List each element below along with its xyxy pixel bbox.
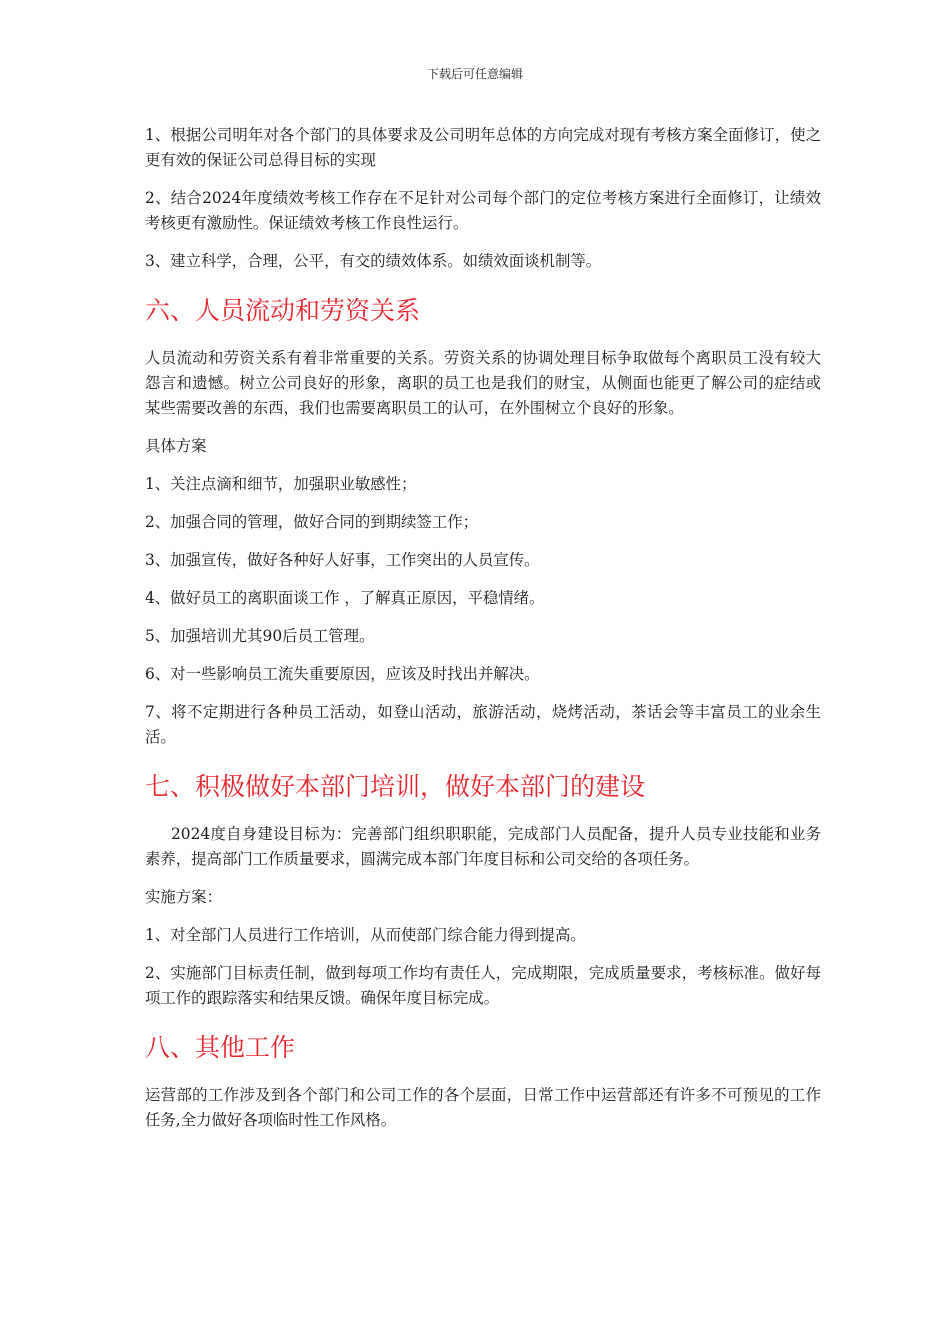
section-6-item-3: 3、加强宣传，做好各种好人好事，工作突出的人员宣传。 [145,551,540,569]
section-7-item-2: 2、实施部门目标责任制，做到每项工作均有责任人，完成期限，完成质量要求，考核标准。做好每项工作的跟踪落实和结果反馈。确保年度目标完成。 [145,964,821,1007]
section-6-item-4: 4、做好员工的离职面谈工作 ，了解真正原因，平稳情绪。 [145,589,545,607]
intro-item-1: 1、根据公司明年对各个部门的具体要求及公司明年总体的方向完成对现有考核方案全面修订，使之更有效的保证公司总得目标的实现 [145,126,821,169]
section-6-paragraph: 人员流动和劳资关系有着非常重要的关系。劳资关系的协调处理目标争取做每个离职员工没有较大怨言和遗憾。树立公司良好的形象，离职的员工也是我们的财宝，从侧面也能更了解公司的症结或某些需要改善的东西，我们也需要离职员工的认可，在外围树立个良好的形象。 [145,349,821,417]
page-header: 下载后可任意编辑 [426,67,523,81]
section-7-plan-label: 实施方案： [145,888,222,906]
section-6-item-1: 1、关注点滴和细节，加强职业敏感性； [145,475,417,493]
intro-item-3: 3、建立科学，合理，公平，有交的绩效体系。如绩效面谈机制等。 [145,252,602,270]
intro-item-2: 2、结合2024年度绩效考核工作存在不足针对公司每个部门的定位考核方案进行全面修订，让绩效考核更有激励性。保证绩效考核工作良性运行。 [145,189,821,232]
section-6-item-2: 2、加强合同的管理，做好合同的到期续签工作； [145,513,478,531]
section-7-paragraph: 2024度自身建设目标为：完善部门组织职职能，完成部门人员配备，提升人员专业技能和业务素养，提高部门工作质量要求，圆满完成本部门年度目标和公司交给的各项任务。 [145,825,821,868]
section-8-paragraph: 运营部的工作涉及到各个部门和公司工作的各个层面，日常工作中运营部还有许多不可预见的工作任务,全力做好各项临时性工作风格。 [145,1086,821,1129]
document-body [145,123,821,1146]
section-7-item-1: 1、对全部门人员进行工作培训，从而使部门综合能力得到提高。 [145,926,586,944]
section-6-heading: 六、人员流动和劳资关系 [145,296,421,325]
section-6-plan-label: 具体方案 [145,437,207,455]
section-6-item-5: 5、加强培训尤其90后员工管理。 [145,627,375,645]
section-6-item-7: 7、将不定期进行各种员工活动，如登山活动，旅游活动，烧烤活动，茶话会等丰富员工的业余生活。 [145,703,821,746]
section-7-heading: 七、积极做好本部门培训，做好本部门的建设 [145,772,646,801]
section-8-heading: 八、其他工作 [145,1033,296,1062]
section-6-item-6: 6、对一些影响员工流失重要原因，应该及时找出并解决。 [145,665,540,683]
